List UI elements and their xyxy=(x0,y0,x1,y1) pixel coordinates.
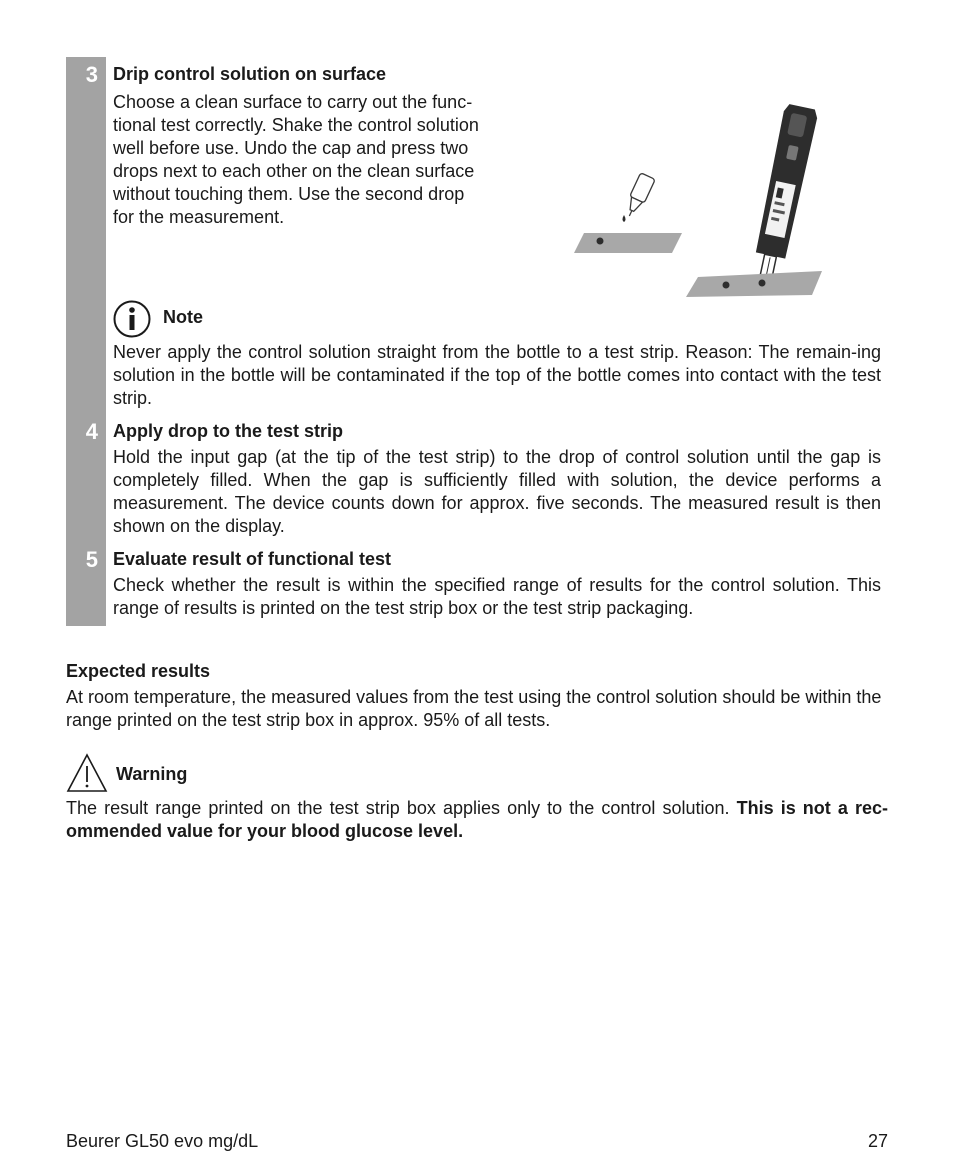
step-3-line: Choose a clean surface to carry out the func- xyxy=(113,92,473,112)
step-5-block xyxy=(113,548,881,620)
control-solution-illustration xyxy=(574,87,834,299)
step-number-4: 4 xyxy=(85,419,98,444)
expected-results-heading: Expected results xyxy=(66,661,211,681)
falling-drop xyxy=(623,215,626,222)
step-4-text: Hold the input gap (at the tip of the test strip) to the drop of control solution until the gap is completely filled. When the gap is sufficiently filled with solution, the device performs a measurement. The device counts down for approx. five seconds. The measured result is then shown on the display. xyxy=(113,447,881,536)
note-text xyxy=(113,341,881,410)
step-5-heading: Evaluate result of functional test xyxy=(113,549,392,569)
footer-page-number: 27 xyxy=(867,1131,888,1151)
clean-surface-right xyxy=(686,271,822,297)
step-3-block xyxy=(113,63,513,229)
step-number-5: 5 xyxy=(85,547,98,572)
step-3-line: for the measurement. xyxy=(113,207,285,227)
note-paragraph: Never apply the control solution straight from the bottle to a test strip. Reason: The remain-ing solution in the bottle will be contaminated if the top of the bottle comes into contact with the test strip. xyxy=(113,342,881,408)
expected-results-text: At room temperature, the measured values from the test using the control solution should be within the range printed on the test strip box in approx. 95% of all tests. xyxy=(66,687,882,730)
control-solution-bottle xyxy=(622,173,655,220)
step-5-text: Check whether the result is within the specified range of results for the control solution. This range of results is printed on the test strip box or the test strip packaging. xyxy=(113,575,881,618)
steps-section xyxy=(66,57,888,626)
step-3-heading: Drip control solution on surface xyxy=(113,64,387,84)
footer-product-name: Beurer GL50 evo mg/dL xyxy=(66,1131,259,1151)
step-3-line: tional test correctly. Shake the control solution xyxy=(113,115,479,135)
warning-bold-text: This is not a rec-ommended value for your blood glucose level. xyxy=(66,798,888,841)
step-3-line: well before use. Undo the cap and press two xyxy=(113,138,469,158)
warning-triangle-icon xyxy=(66,752,108,794)
control-drop-first xyxy=(723,282,730,289)
note-label: Note xyxy=(163,307,203,327)
control-drop-left xyxy=(597,238,604,245)
warning-normal-text: The result range printed on the test strip box applies only to the control solution. xyxy=(66,798,730,818)
step-sidebar-bar xyxy=(66,57,106,626)
warning-label: Warning xyxy=(116,764,188,784)
step-number-3: 3 xyxy=(85,62,98,87)
step-4-heading: Apply drop to the test strip xyxy=(113,421,344,441)
warning-text xyxy=(66,797,888,843)
expected-results-section xyxy=(66,660,888,732)
step-3-line: without touching them. Use the second drop xyxy=(113,184,465,204)
step-3-line: drops next to each other on the clean surface xyxy=(113,161,475,181)
glucose-meter-device xyxy=(749,103,819,282)
control-drop-second xyxy=(759,280,766,287)
info-icon xyxy=(113,300,151,338)
step-4-block xyxy=(113,420,881,538)
clean-surface-left xyxy=(574,233,682,253)
